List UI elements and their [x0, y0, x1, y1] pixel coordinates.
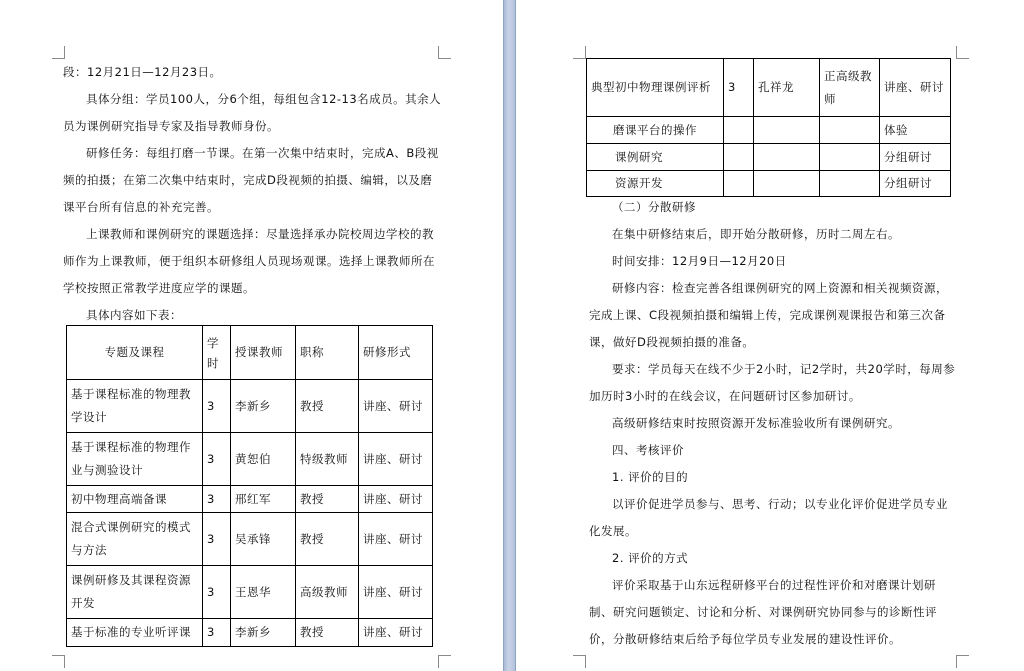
- cell: 3: [203, 513, 231, 566]
- cell: 基于课程标准的物理作业与测验设计: [67, 433, 203, 486]
- cell: 讲座、研讨: [359, 566, 433, 619]
- cell: 教授: [296, 486, 359, 513]
- paragraph: 研修内容：检查完善各组课例研究的网上资源和相关视频资源，完成上课、C段视频拍摄和编辑上传，完成课例观课报告和第三次备课，做好D段视频拍摄的准备。: [589, 281, 948, 349]
- cell: 黄恕伯: [231, 433, 296, 486]
- table-row: [67, 380, 433, 433]
- cell: 正高级教师: [820, 59, 880, 117]
- cell: 典型初中物理课例评析: [587, 59, 724, 117]
- paragraph: 评价采取基于山东远程研修平台的过程性评价和对磨课计划研制、研究问题锁定、讨论和分析、对课例研究协同参与的诊断性评价，分散研修结束后给予每位学员专业发展的建设性评价。: [589, 578, 937, 646]
- cell: [754, 144, 820, 171]
- cell: 初中物理高端备课: [67, 486, 203, 513]
- section-heading: 四、考核评价: [612, 443, 684, 457]
- cell: 王恩华: [231, 566, 296, 619]
- cell: 讲座、研讨: [359, 486, 433, 513]
- cell: 磨课平台的操作: [587, 117, 724, 144]
- cell: 3: [203, 566, 231, 619]
- header-cell: 学时: [203, 326, 231, 380]
- crop-mark-bottom-left: [573, 655, 586, 668]
- paragraph: 时间安排：12月9日—12月20日: [612, 254, 787, 268]
- table-row: [587, 144, 951, 171]
- header-cell: 专题及课程: [67, 326, 203, 380]
- table-row: [587, 59, 951, 117]
- table-row: [67, 433, 433, 486]
- cell: [724, 117, 754, 144]
- paragraph: 研修任务：每组打磨一节课。在第一次集中结束时，完成A、B段视频的拍摄；在第二次集中结束时，完成D段视频的拍摄、编辑，以及磨课平台所有信息的补充完善。: [63, 146, 439, 214]
- cell: 3: [203, 380, 231, 433]
- cell: 课例研修及其课程资源开发: [67, 566, 203, 619]
- paragraph: 具体内容如下表：: [86, 308, 182, 322]
- cell: 吴承锋: [231, 513, 296, 566]
- cell: 李新乡: [231, 380, 296, 433]
- cell: [724, 144, 754, 171]
- cell: 讲座、研讨: [359, 619, 433, 647]
- cell: [754, 171, 820, 197]
- header-cell: 研修形式: [359, 326, 433, 380]
- cell: 分组研讨: [880, 171, 951, 197]
- course-table: [66, 325, 433, 647]
- cell: 体验: [880, 117, 951, 144]
- right-page-body: [589, 194, 959, 653]
- crop-mark-bottom-right: [438, 655, 451, 668]
- cell: 讲座、研讨: [359, 380, 433, 433]
- cell: 高级教师: [296, 566, 359, 619]
- table-row: [67, 513, 433, 566]
- header-cell: 职称: [296, 326, 359, 380]
- cell: 3: [203, 486, 231, 513]
- paragraph: 以评价促进学员参与、思考、行动；以专业化评价促进学员专业化发展。: [589, 497, 948, 538]
- cell: 资源开发: [587, 171, 724, 197]
- table-row: [67, 486, 433, 513]
- paragraph: 段：12月21日—12月23日。: [63, 65, 222, 79]
- cell: 特级教师: [296, 433, 359, 486]
- cell: [820, 144, 880, 171]
- table-header-row: [67, 326, 433, 380]
- cell: 教授: [296, 380, 359, 433]
- cell: 孔祥龙: [754, 59, 820, 117]
- cell: [724, 171, 754, 197]
- cell: 3: [724, 59, 754, 117]
- table-row: [587, 171, 951, 197]
- cell: 讲座、研讨: [359, 433, 433, 486]
- cell: 教授: [296, 513, 359, 566]
- paragraph: 上课教师和课例研究的课题选择：尽量选择承办院校周边学校的教师作为上课教师，便于组织本研修组人员现场观课。选择上课教师所在学校按照正常教学进度应学的课题。: [63, 227, 435, 295]
- crop-mark-top-left: [573, 46, 586, 59]
- cell: 讲座、研讨: [359, 513, 433, 566]
- page-gutter: [503, 0, 516, 671]
- cell: 李新乡: [231, 619, 296, 647]
- cell: 讲座、研讨: [880, 59, 951, 117]
- cell: 混合式课例研究的模式与方法: [67, 513, 203, 566]
- crop-mark-top-right: [956, 46, 969, 59]
- table-row: [587, 117, 951, 144]
- paragraph: 在集中研修结束后，即开始分散研修，历时二周左右。: [612, 227, 900, 241]
- table-row: [67, 566, 433, 619]
- paragraph: 具体分组：学员100人，分6个组，每组包含12-13名成员。其余人员为课例研究指导专家及指导教师身份。: [63, 92, 442, 133]
- cell: 3: [203, 619, 231, 647]
- cell: 基于标准的专业听评课: [67, 619, 203, 647]
- cell: 课例研究: [587, 144, 724, 171]
- paragraph: 要求：学员每天在线不少于2小时，记2学时，共20学时，每周参加历时3小时的在线会议，在问题研讨区参加研讨。: [589, 362, 956, 403]
- paragraph: 高级研修结束时按照资源开发标准验收所有课例研究。: [612, 416, 900, 430]
- header-cell: 授课教师: [231, 326, 296, 380]
- cell: [820, 171, 880, 197]
- crop-mark-bottom-left: [52, 655, 65, 668]
- crop-mark-top-left: [52, 46, 65, 59]
- cell: 分组研讨: [880, 144, 951, 171]
- cell: 3: [203, 433, 231, 486]
- crop-mark-top-right: [438, 46, 451, 59]
- table-row: [67, 619, 433, 647]
- cell: 邢红军: [231, 486, 296, 513]
- cell: 基于课程标准的物理教学设计: [67, 380, 203, 433]
- cell: 教授: [296, 619, 359, 647]
- subsection-heading: 1. 评价的目的: [612, 470, 689, 484]
- course-table-continued: [586, 58, 951, 197]
- left-page-body: [63, 59, 443, 329]
- paragraph: （二）分散研修: [612, 200, 696, 214]
- subsection-heading: 2. 评价的方式: [612, 551, 689, 565]
- cell: [754, 117, 820, 144]
- crop-mark-bottom-right: [956, 655, 969, 668]
- cell: [820, 117, 880, 144]
